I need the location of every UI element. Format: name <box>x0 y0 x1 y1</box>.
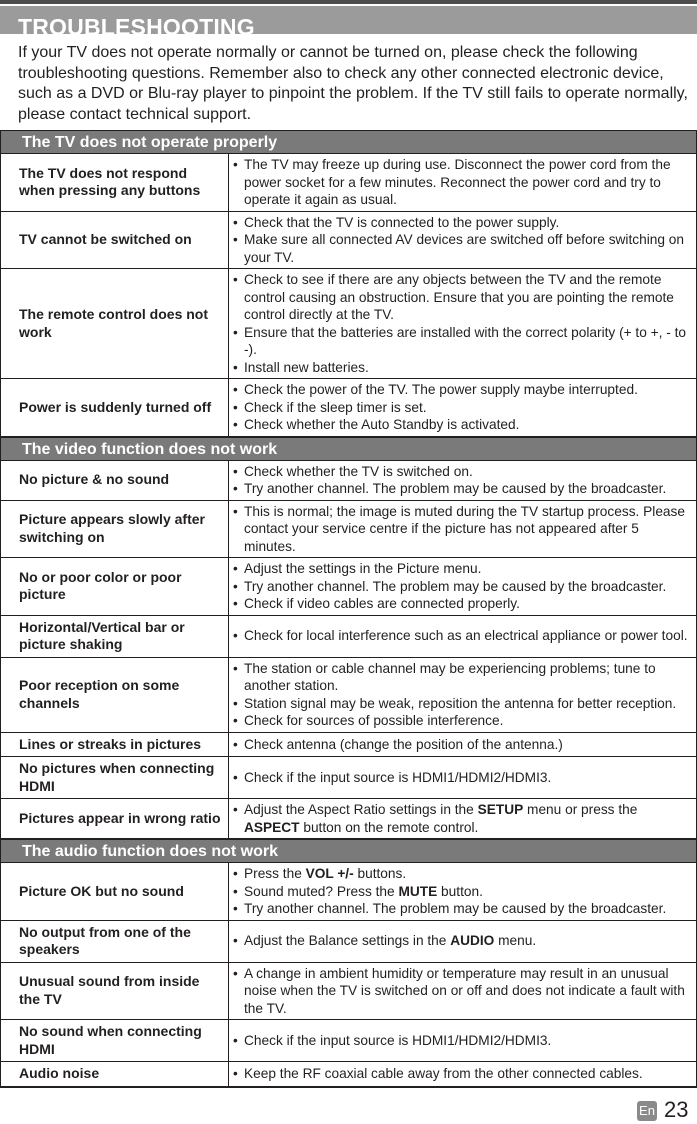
solution-item <box>229 865 693 883</box>
solution-cell <box>229 211 697 269</box>
solution-cell <box>229 799 697 839</box>
solution-item <box>229 324 693 359</box>
table-row <box>1 500 697 558</box>
solution-item <box>229 578 693 596</box>
table-row <box>1 269 697 379</box>
solution-cell <box>229 269 697 379</box>
table-row <box>1 211 697 269</box>
solution-text: Try another channel. The problem may be caused by the broadcaster. <box>244 578 667 594</box>
solution-text: Adjust the Aspect Ratio settings in the <box>244 802 478 817</box>
table-row <box>1 460 697 500</box>
problem-cell: No picture & no sound <box>1 460 229 500</box>
solution-item <box>229 214 693 232</box>
table-row <box>1 154 697 212</box>
solution-text: menu. <box>494 933 537 949</box>
solution-item <box>229 736 693 754</box>
solution-text: Ensure that the batteries are installed with the correct polarity (+ to +, - to -). <box>244 324 687 357</box>
problem-cell: Picture appears slowly after switching on <box>1 500 229 558</box>
problem-cell: The remote control does not work <box>1 269 229 379</box>
solution-text: Check whether the Auto Standby is activated. <box>244 417 520 432</box>
solution-item <box>229 660 693 695</box>
solution-item <box>229 480 693 498</box>
solution-text: A change in ambient humidity or temperature may result in an unusual noise when the TV is switched on or off and does not indicate a fault with the TV. <box>244 965 685 1016</box>
table-row <box>1 1020 697 1062</box>
problem-cell: TV cannot be switched on <box>1 211 229 269</box>
language-badge: En <box>637 1101 657 1121</box>
solution-item <box>229 627 693 645</box>
solution-text: button on the remote control. <box>299 819 479 835</box>
solution-text: Install new batteries. <box>244 359 369 375</box>
solution-item <box>229 359 693 377</box>
solution-text: Check if video cables are connected properly. <box>244 596 520 611</box>
table-row <box>1 1062 697 1087</box>
solution-item <box>229 399 693 417</box>
solution-keyword: SETUP <box>477 802 524 817</box>
solution-item <box>229 695 693 713</box>
solution-keyword: ASPECT <box>244 819 300 835</box>
section-heading: The TV does not operate properly <box>0 130 697 153</box>
solution-item <box>229 883 693 901</box>
solution-cell <box>229 558 697 616</box>
solution-cell <box>229 500 697 558</box>
solution-text: Check for local interference such as an electrical appliance or power tool. <box>244 628 688 644</box>
footer-rule <box>0 1087 697 1088</box>
table-row <box>1 962 697 1020</box>
solution-item <box>229 560 693 578</box>
problem-cell: Poor reception on some channels <box>1 657 229 732</box>
page-title: TROUBLESHOOTING <box>18 14 255 40</box>
solution-text: The TV may freeze up during use. Disconnect the power cord from the power socket for a few minutes. Reconnect the power cord and try to operate it again as usual. <box>244 157 671 207</box>
solution-text: Sound muted? Press the <box>244 883 399 899</box>
problem-cell: The TV does not respond when pressing any buttons <box>1 154 229 212</box>
solution-text: Try another channel. The problem may be caused by the broadcaster. <box>244 481 667 496</box>
solution-item <box>229 595 693 613</box>
problem-cell: Lines or streaks in pictures <box>1 732 229 757</box>
solution-item <box>229 712 693 730</box>
solution-cell <box>229 863 697 921</box>
solution-text: Keep the RF coaxial cable away from the other connected cables. <box>244 1066 643 1081</box>
problem-cell: Audio noise <box>1 1062 229 1087</box>
solution-item <box>229 416 693 434</box>
problem-cell: No output from one of the speakers <box>1 920 229 962</box>
intro-paragraph: If your TV does not operate normally or cannot be turned on, please check the following troubleshooting questions. Remember also to check any other connected electronic device, such as a DVD or Blu-ray player to pinpoint the problem. If the TV still fails to operate normally, please contact technical support. <box>18 44 688 123</box>
solution-cell <box>229 1062 697 1087</box>
solution-cell <box>229 962 697 1020</box>
solution-text: Check antenna (change the position of the antenna.) <box>244 736 563 752</box>
table-row <box>1 920 697 962</box>
title-bar <box>0 6 697 40</box>
solution-item <box>229 1032 693 1050</box>
solution-text: menu or press the <box>523 802 638 817</box>
solution-item <box>229 231 693 266</box>
solution-cell <box>229 657 697 732</box>
table-row <box>1 757 697 799</box>
solution-cell <box>229 757 697 799</box>
problem-cell: No sound when connecting HDMI <box>1 1020 229 1062</box>
solution-keyword: AUDIO <box>450 933 495 949</box>
solution-text: Adjust the Balance settings in the <box>244 933 451 949</box>
solution-cell <box>229 1020 697 1062</box>
solution-text: Make sure all connected AV devices are switched off before switching on your TV. <box>244 232 685 265</box>
table-row <box>1 732 697 757</box>
table-row <box>1 799 697 839</box>
solution-text: Adjust the settings in the Picture menu. <box>244 561 482 576</box>
problem-cell: No or poor color or poor picture <box>1 558 229 616</box>
section-table <box>0 153 697 437</box>
solution-keyword: VOL +/- <box>305 866 354 881</box>
solution-item <box>229 503 693 556</box>
solution-text: Check the power of the TV. The power supply maybe interrupted. <box>244 382 638 397</box>
section-table <box>0 862 697 1087</box>
solution-item <box>229 965 693 1018</box>
solution-text: Check if the sleep timer is set. <box>244 399 427 415</box>
solution-text: Try another channel. The problem may be caused by the broadcaster. <box>244 901 667 916</box>
solution-text: Check for sources of possible interference. <box>244 713 504 728</box>
solution-cell <box>229 920 697 962</box>
section-table <box>0 460 697 840</box>
solution-text: Check if the input source is HDMI1/HDMI2/HDMI3. <box>244 769 552 785</box>
troubleshooting-table <box>0 130 697 1087</box>
solution-item <box>229 932 693 950</box>
solution-text: button. <box>437 883 483 899</box>
solution-cell <box>229 379 697 437</box>
solution-text: Check if the input source is HDMI1/HDMI2/HDMI3. <box>244 1032 552 1048</box>
solution-item <box>229 1065 693 1083</box>
solution-text: Check whether the TV is switched on. <box>244 463 473 479</box>
problem-cell: Pictures appear in wrong ratio <box>1 799 229 839</box>
solution-item <box>229 769 693 787</box>
solution-cell <box>229 154 697 212</box>
table-row <box>1 863 697 921</box>
solution-cell <box>229 732 697 757</box>
page-number: 23 <box>664 1097 689 1122</box>
top-rule <box>0 0 697 4</box>
solution-text: This is normal; the image is muted during the TV startup process. Please contact your service centre if the picture has not appeared after 5 minutes. <box>244 503 685 554</box>
solution-item <box>229 271 693 324</box>
solution-text: Check to see if there are any objects between the TV and the remote control causing an obstruction. Ensure that you are pointing the remote control directly at the TV. <box>244 272 674 322</box>
problem-cell: No pictures when connecting HDMI <box>1 757 229 799</box>
solution-item <box>229 381 693 399</box>
solution-keyword: MUTE <box>398 883 438 899</box>
problem-cell: Power is suddenly turned off <box>1 379 229 437</box>
solution-cell <box>229 615 697 657</box>
solution-item <box>229 801 693 836</box>
table-row <box>1 615 697 657</box>
solution-cell <box>229 460 697 500</box>
solution-text: buttons. <box>353 866 407 881</box>
problem-cell: Unusual sound from inside the TV <box>1 962 229 1020</box>
solution-text: Check that the TV is connected to the power supply. <box>244 214 560 230</box>
solution-text: Press the <box>244 866 306 881</box>
solution-item <box>229 156 693 209</box>
table-row <box>1 657 697 732</box>
table-row <box>1 379 697 437</box>
section-heading: The video function does not work <box>0 437 697 460</box>
table-row <box>1 558 697 616</box>
solution-text: Station signal may be weak, reposition the antenna for better reception. <box>244 695 677 711</box>
solution-item <box>229 463 693 481</box>
problem-cell: Picture OK but no sound <box>1 863 229 921</box>
problem-cell: Horizontal/Vertical bar or picture shaking <box>1 615 229 657</box>
solution-item <box>229 900 693 918</box>
solution-text: The station or cable channel may be experiencing problems; tune to another station. <box>244 660 656 693</box>
section-heading: The audio function does not work <box>0 839 697 862</box>
